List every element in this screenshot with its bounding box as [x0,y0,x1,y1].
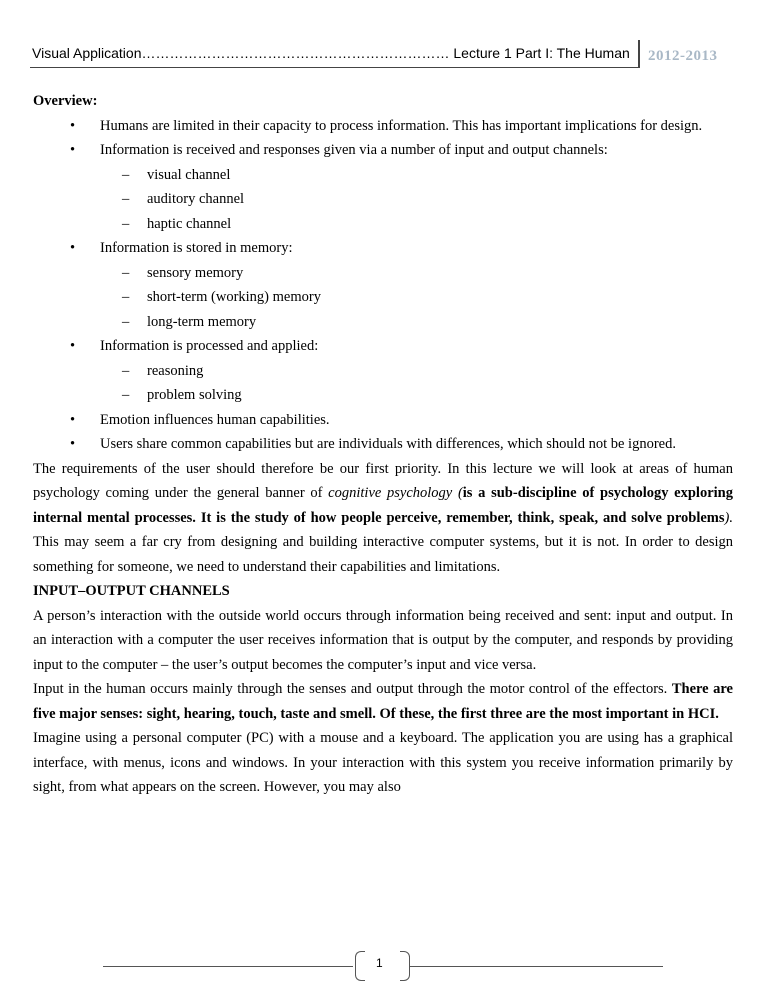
sub-list [100,163,733,237]
overview-bullet [33,432,733,457]
footer-rule-left [103,966,353,967]
sub-list [100,359,733,408]
section-paragraph-3: Imagine using a personal computer (PC) with a mouse and a keyboard. The application you are using has a graphical interface, with menus, icons and windows. In your interaction with this system you receive information primarily by sight, from what appears on the screen. However, you may also [33,730,733,795]
intro-continuation: This may seem a far cry from designing and building interactive computer systems, but it is not. In order to design something for someone, we need to understand their capabilities and limitations. [33,534,733,575]
overview-bullet [33,114,733,139]
sub-list-item [100,359,733,384]
sub-list-item [100,285,733,310]
bullet-text: Humans are limited in their capacity to process information. This has important implications for design. [100,117,703,134]
footer-bracket-right [400,951,410,981]
sub-list-item [100,261,733,286]
sub-list-item [100,163,733,188]
sub-list [100,261,733,335]
bullet-text: Users share common capabilities but are individuals with differences, which should not be ignored. [100,436,676,452]
header-divider [638,40,640,68]
dash-icon: – [122,289,130,305]
section-paragraph-1: A person’s interaction with the outside world occurs through information being received and sent: input and output. In an interaction with a computer the user receives information that is output by the computer, and responds by providing input to the computer – the user’s output becomes the computer’s input and vice versa. [33,607,733,673]
sub-item-text: problem solving [147,387,242,403]
sub-item-text: visual channel [147,166,231,183]
overview-bullet [33,138,733,236]
section-heading: INPUT–OUTPUT CHANNELS [33,583,230,599]
dash-icon: – [122,313,130,330]
bullet-text: Information is received and responses given via a number of input and output channels: [100,142,608,158]
intro-paragraph [33,457,733,580]
sub-item-text: short-term (working) memory [147,289,321,305]
dash-icon: – [122,215,130,232]
bullet-dot-icon: • [70,240,76,256]
header-underline [30,67,640,68]
overview-bullet [33,236,733,334]
sub-item-text: haptic channel [147,215,232,232]
sub-list-item [100,383,733,408]
bullet-dot-icon: • [70,338,76,354]
header-year: 2012-2013 [648,48,718,64]
dash-icon: – [122,362,130,379]
overview-bullet [33,408,733,433]
dash-icon: – [122,264,130,281]
sub-item-text: sensory memory [147,264,244,281]
footer-bracket-left [355,951,365,981]
bullet-dot-icon: • [70,436,76,452]
dash-icon: – [122,166,130,183]
footer-rule-right [410,966,663,967]
intro-text: The requirements of the user should therefore be our first priority. In this lecture we will look at areas of human psychology coming under the general banner of [33,460,733,501]
overview-heading: Overview: [33,93,98,109]
overview-list [33,114,733,457]
bullet-dot-icon: • [70,411,76,428]
bullet-dot-icon: • [70,117,76,134]
senses-statement: There are five major senses: sight, hearing, touch, taste and smell. Of these, the first three are the most important in HCI. [33,681,733,722]
sub-list-item [100,212,733,237]
sub-list-item [100,187,733,212]
bullet-text: Emotion influences human capabilities. [100,411,330,428]
intro-definition: is a sub-discipline of psychology exploring internal mental processes. It is the study of how people perceive, remember, think, speak, and solve problems [33,485,733,526]
bullet-dot-icon: • [70,142,76,158]
dash-icon: – [122,191,130,207]
intro-paren: ). [724,509,733,526]
senses-intro: Input in the human occurs mainly through the senses and output through the motor control of the effectors. [33,681,672,697]
sub-list-item [100,310,733,335]
document-body [33,89,733,800]
dash-icon: – [122,387,130,403]
header-title: Visual Application………………………………………………………… Lecture 1 Part I: The Human [32,45,630,61]
page-number: 1 [376,956,383,970]
bullet-text: Information is processed and applied: [100,338,319,354]
bullet-text: Information is stored in memory: [100,240,293,256]
intro-term: cognitive psychology ( [328,485,463,501]
overview-bullet [33,334,733,408]
sub-item-text: auditory channel [147,191,245,207]
section-paragraph-2 [33,677,733,726]
sub-item-text: long-term memory [147,313,257,330]
sub-item-text: reasoning [147,362,204,379]
